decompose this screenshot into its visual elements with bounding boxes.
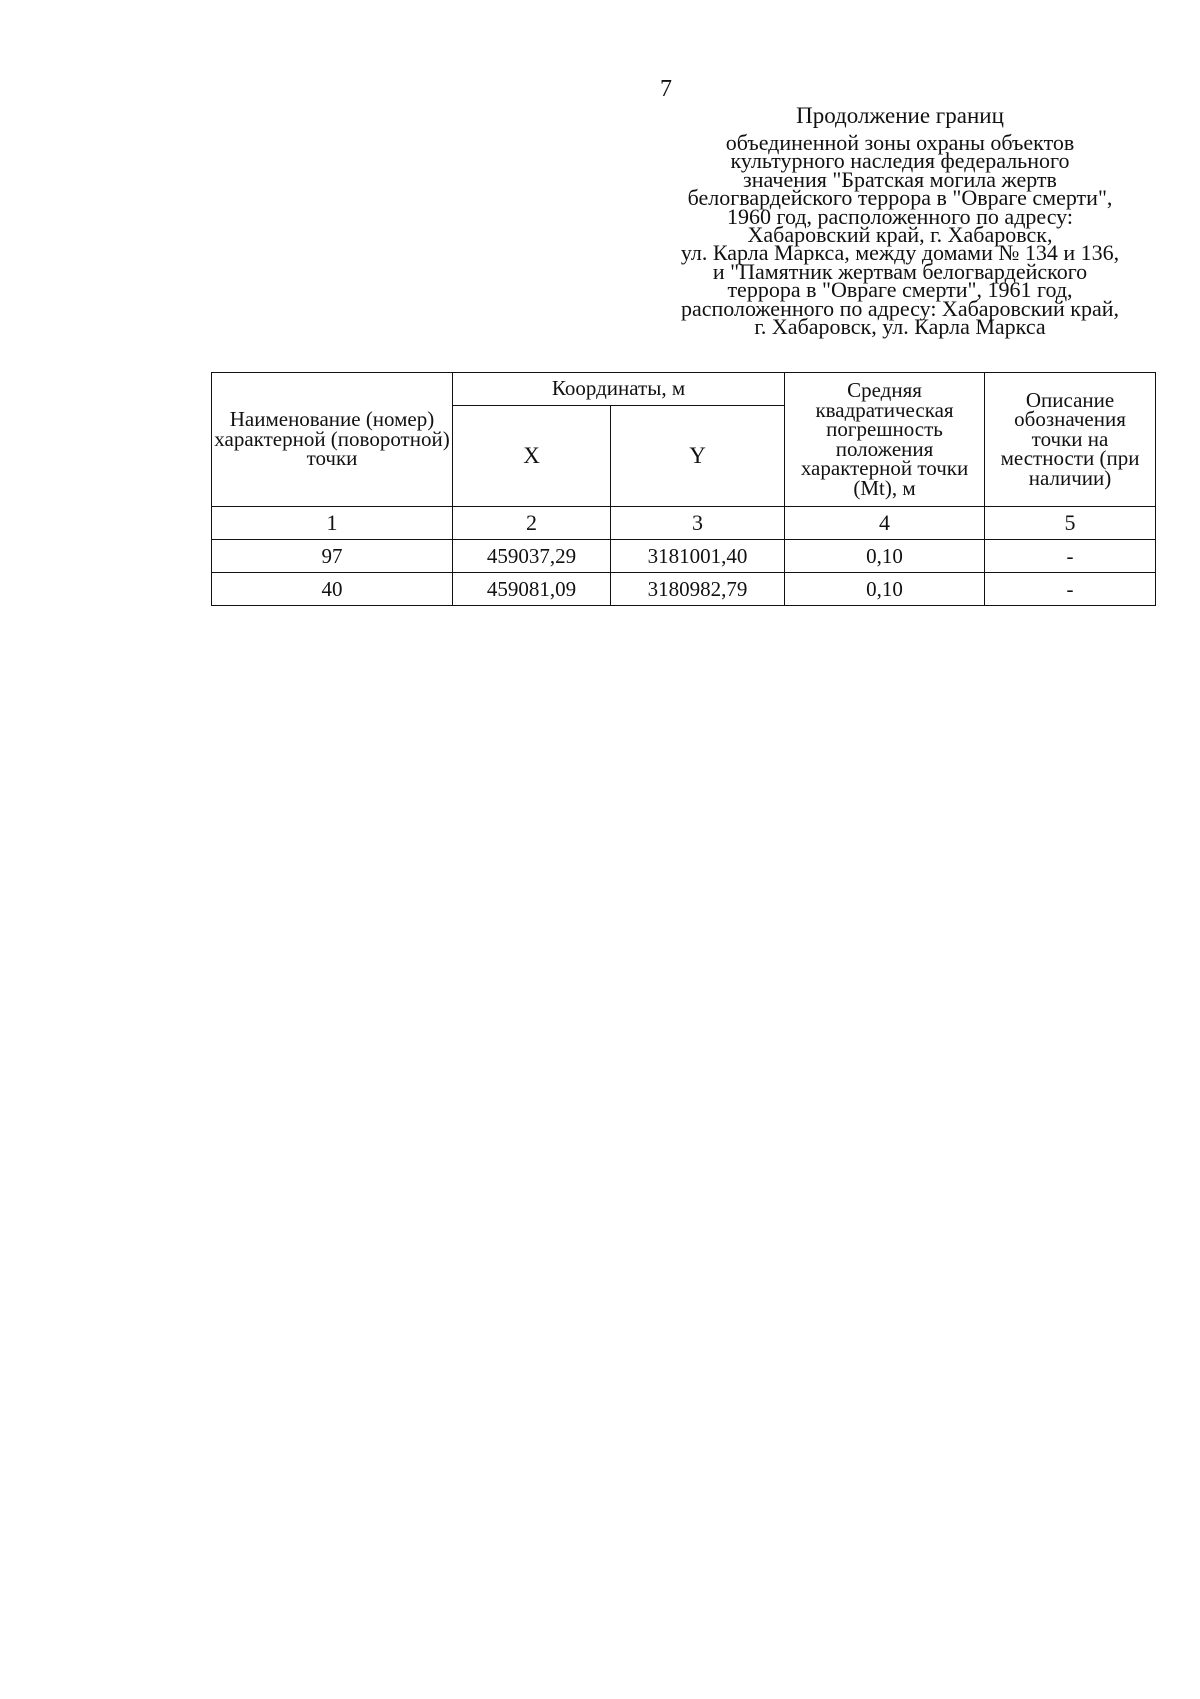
heading-line: расположенного по адресу: Хабаровский край, xyxy=(680,295,1120,321)
coordinates-table xyxy=(211,372,1156,606)
description-cell: - xyxy=(985,573,1156,606)
column-number: 3 xyxy=(611,507,785,540)
heading-line: культурного наследия федерального xyxy=(730,148,1070,174)
x-coordinate-cell: 459081,09 xyxy=(453,573,611,606)
column-number: 5 xyxy=(985,507,1156,540)
heading-line: Хабаровский край, г. Хабаровск, xyxy=(747,222,1053,248)
heading-line: значения "Братская могила жертв xyxy=(743,166,1057,192)
header-mean-square-error: Средняя квадратическая погрешность положения характерной точки (Mt), м xyxy=(785,373,985,507)
mt-error-cell: 0,10 xyxy=(785,540,985,573)
x-coordinate-cell: 459037,29 xyxy=(453,540,611,573)
heading-line: террора в "Овраге смерти", 1961 год, xyxy=(727,277,1073,303)
column-number-row xyxy=(212,507,1156,540)
column-number: 2 xyxy=(453,507,611,540)
heading-line: белогвардейского террора в "Овраге смерти", xyxy=(687,185,1113,211)
column-number: 1 xyxy=(212,507,453,540)
table-row xyxy=(212,540,1156,573)
heading-line: г. Хабаровск, ул. Карла Маркса xyxy=(754,314,1046,340)
header-y: Y xyxy=(611,406,785,507)
heading-line: 1960 год, расположенного по адресу: xyxy=(726,203,1074,229)
header-point-description: Описание обозначения точки на местности (при наличии) xyxy=(985,373,1156,507)
header-x: X xyxy=(453,406,611,507)
page-number: 7 xyxy=(660,76,672,102)
heading-title: Продолжение границ xyxy=(796,103,1004,128)
document-heading xyxy=(640,102,1160,340)
header-point-name: Наименование (номер) характерной (поворотной) точки xyxy=(212,373,453,507)
y-coordinate-cell: 3181001,40 xyxy=(611,540,785,573)
point-number-cell: 40 xyxy=(212,573,453,606)
heading-line: объединенной зоны охраны объектов xyxy=(725,130,1075,155)
description-cell: - xyxy=(985,540,1156,573)
header-coordinates: Координаты, м xyxy=(453,373,785,406)
heading-line: ул. Карла Маркса, между домами № 134 и 136, xyxy=(680,240,1120,266)
table-row xyxy=(212,573,1156,606)
heading-line: и "Памятник жертвам белогвардейского xyxy=(712,258,1088,284)
point-number-cell: 97 xyxy=(212,540,453,573)
mt-error-cell: 0,10 xyxy=(785,573,985,606)
y-coordinate-cell: 3180982,79 xyxy=(611,573,785,606)
column-number: 4 xyxy=(785,507,985,540)
